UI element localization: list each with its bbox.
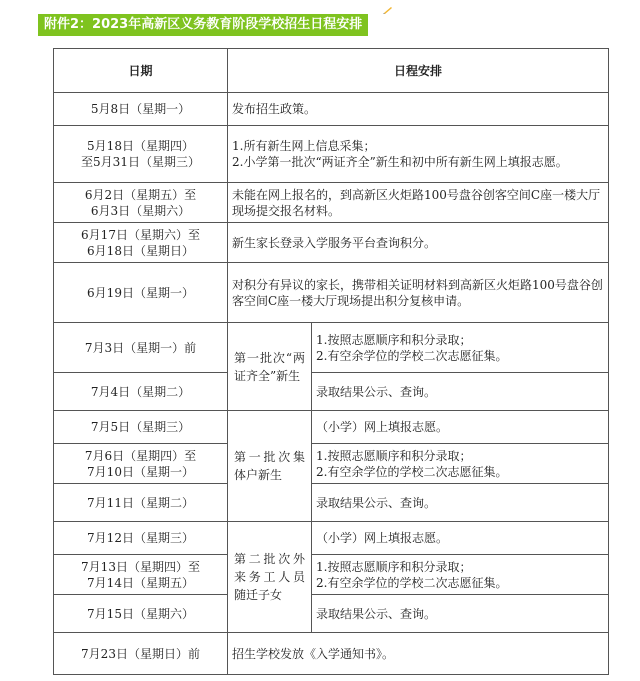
date-line: 至5月31日（星期三） — [81, 155, 200, 169]
schedule-line: 1.按照志愿顺序和积分录取； — [316, 332, 472, 347]
date-line: 6月2日（星期五）至 — [84, 187, 197, 202]
schedule-cell: 发布招生政策。 — [228, 93, 609, 126]
schedule-line: 2.有空余学位的学校二次志愿征集。 — [316, 348, 508, 363]
schedule-cell: 录取结果公示、查询。 — [312, 484, 609, 522]
group-cell-first-batch-collective: 第一批次集体户新生 — [228, 411, 312, 522]
table-row — [54, 183, 609, 223]
date-cell — [54, 93, 228, 126]
header-date: 日期 — [54, 49, 228, 93]
date-line: 6月18日（星期日） — [87, 243, 194, 258]
date-cell — [54, 373, 228, 411]
table-row — [54, 411, 609, 444]
schedule-line: 2.有空余学位的学校二次志愿征集。 — [316, 464, 508, 479]
schedule-cell: （小学）网上填报志愿。 — [312, 522, 609, 555]
date-line: 7月14日（星期五） — [87, 575, 194, 590]
date-line: 7月11日（星期二） — [87, 495, 194, 510]
date-line: 5月8日（星期一） — [90, 102, 191, 116]
schedule-cell: 未能在网上报名的，到高新区火炬路100号盘谷创客空间C座一楼大厅现场提交报名材料。 — [228, 183, 609, 223]
table-row — [54, 373, 609, 411]
table-row — [54, 444, 609, 484]
schedule-line: 1.按照志愿顺序和积分录取； — [316, 559, 472, 574]
schedule-cell: 招生学校发放《入学通知书》。 — [228, 633, 609, 675]
schedule-table — [53, 48, 609, 675]
table-row — [54, 595, 609, 633]
date-line: 6月19日（星期一） — [87, 285, 194, 300]
date-cell — [54, 522, 228, 555]
date-cell — [54, 484, 228, 522]
schedule-line: 1.所有新生网上信息采集； — [232, 139, 376, 153]
date-cell — [54, 263, 228, 323]
schedule-cell — [228, 126, 609, 183]
table-row — [54, 93, 609, 126]
page-title: 附件2：2023年高新区义务教育阶段学校招生日程安排 — [38, 14, 368, 36]
schedule-cell: 录取结果公示、查询。 — [312, 595, 609, 633]
date-cell — [54, 555, 228, 595]
date-line: 6月3日（星期六） — [90, 203, 191, 218]
schedule-line: 2.有空余学位的学校二次志愿征集。 — [316, 575, 508, 590]
schedule-cell: 录取结果公示、查询。 — [312, 373, 609, 411]
date-line: 7月15日（星期六） — [87, 606, 194, 621]
table-row — [54, 263, 609, 323]
date-line: 7月10日（星期一） — [87, 464, 194, 479]
schedule-cell — [312, 323, 609, 373]
date-cell — [54, 183, 228, 223]
date-cell — [54, 633, 228, 675]
date-line: 7月13日（星期四）至 — [81, 559, 200, 574]
date-cell — [54, 323, 228, 373]
date-line: 7月23日（星期日）前 — [81, 646, 200, 661]
date-line: 7月5日（星期三） — [90, 420, 191, 434]
date-cell — [54, 126, 228, 183]
date-cell — [54, 595, 228, 633]
date-cell — [54, 223, 228, 263]
group-cell-first-batch-certified: 第一批次“两证齐全”新生 — [228, 323, 312, 411]
schedule-cell — [312, 555, 609, 595]
table-row — [54, 633, 609, 675]
table-header-row — [54, 49, 609, 93]
date-line: 7月12日（星期三） — [87, 531, 194, 545]
group-cell-second-batch-migrant: 第二批次外来务工人员随迁子女 — [228, 522, 312, 633]
date-line: 7月3日（星期一）前 — [84, 340, 197, 355]
schedule-cell: （小学）网上填报志愿。 — [312, 411, 609, 444]
table-row — [54, 555, 609, 595]
date-line: 6月17日（星期六）至 — [81, 227, 200, 242]
schedule-cell: 对积分有异议的家长，携带相关证明材料到高新区火炬路100号盘谷创客空间C座一楼大厅现场提出积分复核申请。 — [228, 263, 609, 323]
header-schedule: 日程安排 — [228, 49, 609, 93]
table-row — [54, 522, 609, 555]
schedule-cell — [312, 444, 609, 484]
table-row — [54, 484, 609, 522]
date-cell — [54, 444, 228, 484]
date-line: 7月6日（星期四）至 — [84, 448, 197, 463]
schedule-line: 1.按照志愿顺序和积分录取； — [316, 448, 472, 463]
table-row — [54, 323, 609, 373]
table-row — [54, 223, 609, 263]
date-line: 5月18日（星期四） — [87, 139, 194, 153]
schedule-cell: 新生家长登录入学服务平台查询积分。 — [228, 223, 609, 263]
date-cell — [54, 411, 228, 444]
table-row — [54, 126, 609, 183]
date-line: 7月4日（星期二） — [90, 384, 191, 399]
schedule-line: 2.小学第一批次“两证齐全”新生和初中所有新生网上填报志愿。 — [232, 155, 568, 169]
pen-icon — [383, 6, 393, 14]
